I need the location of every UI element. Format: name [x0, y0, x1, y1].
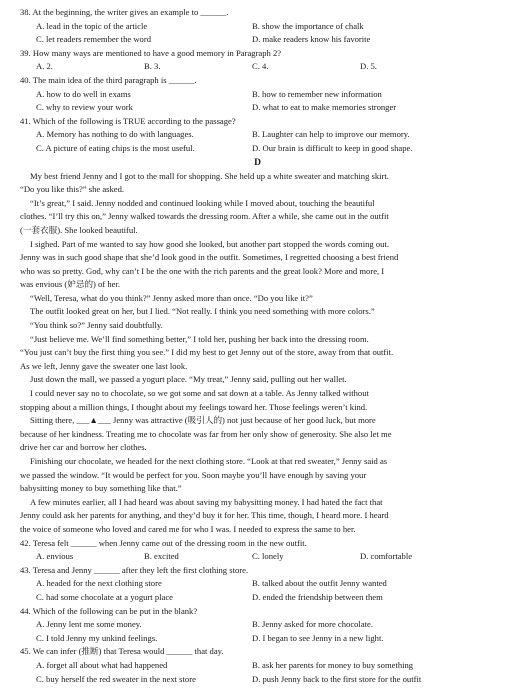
passage-paragraph [20, 373, 495, 387]
passage-line: A few minutes earlier, all I had heard was about saving my babysitting money. I had hated the fact that [30, 496, 383, 507]
answer-option: D. I began to see Jenny in a new light. [252, 632, 384, 643]
question-stem: 45. We can infer (推断) that Teresa would ______ that day. [20, 646, 224, 657]
passage-paragraph [20, 333, 495, 374]
passage-paragraph [20, 238, 495, 292]
option-row [20, 591, 495, 605]
passage-line: Just down the mall, we passed a yogurt place. “My treat,” Jenny said, pulling out her wallet. [30, 374, 347, 385]
answer-option: B. excited [144, 551, 179, 562]
option-row [20, 142, 495, 156]
passage-line: Jenny was in such good shape that she’d look good in the outfit. Sometimes, I regretted choosing a best friend [20, 252, 399, 263]
passage-line: As we left, Jenny gave the sweater one last look. [20, 360, 188, 371]
answer-option: A. lead in the topic of the article [36, 20, 148, 31]
answer-option: A. 2. [36, 61, 53, 72]
passage-line: (一套衣服). She looked beautiful. [20, 224, 138, 235]
answer-option: A. Jenny lent me some money. [36, 619, 142, 630]
answer-option: C. buy herself the red sweater in the next store [36, 673, 196, 684]
option-row [20, 632, 495, 646]
passage-paragraph [20, 292, 495, 306]
passage-paragraph [20, 387, 495, 414]
passage-paragraph [20, 170, 495, 197]
passage-line: The outfit looked great on her, but I lied. “Not really. I think you need something with more colors.” [30, 306, 375, 317]
question-block-bottom [20, 537, 495, 687]
answer-option: D. push Jenny back to the first store for the outfit [252, 673, 422, 684]
option-row [20, 20, 495, 34]
passage-line: was envious (妒忌的) of her. [20, 279, 121, 290]
answer-option: D. comfortable [360, 551, 413, 562]
answer-option: A. Memory has nothing to do with languages. [36, 129, 194, 140]
passage-line: “You think so?” Jenny said doubtfully. [30, 320, 163, 331]
answer-option: C. lonely [252, 551, 284, 562]
passage-line: “You just can’t buy the first thing you see.” I did my best to get Jenny out of the store, away from that outfit. [20, 347, 394, 358]
question-stem: 41. Which of the following is TRUE according to the passage? [20, 115, 236, 126]
question-stem: 40. The main idea of the third paragraph is ______. [20, 74, 197, 85]
answer-option: C. A picture of eating chips is the most useful. [36, 142, 195, 153]
option-row [20, 101, 495, 115]
passage-paragraph [20, 496, 495, 537]
question-stem: 38. At the beginning, the writer gives an example to ______. [20, 7, 229, 17]
answer-option: C. let readers remember the word [36, 34, 152, 45]
passage-line: babysitting money to buy something like that.” [20, 483, 182, 494]
passage-line: Jenny could ask her parents for anything, and they’d buy it for her. This time, though, I heard more. I heard [20, 510, 389, 521]
passage-line: “Just believe me. We’ll find something better,” I told her, pushing her back into the dressing room. [30, 333, 369, 344]
answer-option: D. Our brain is difficult to keep in good shape. [252, 142, 413, 153]
option-row [20, 550, 495, 564]
passage-line: “Do you like this?” she asked. [20, 184, 125, 195]
option-row [20, 88, 495, 102]
answer-option: A. forget all about what had happened [36, 659, 168, 670]
answer-option: A. headed for the next clothing store [36, 578, 162, 589]
answer-option: C. 4. [252, 61, 269, 72]
answer-option: B. show the importance of chalk [252, 20, 364, 31]
answer-option: C. I told Jenny my unkind feelings. [36, 632, 158, 643]
passage-paragraph [20, 414, 495, 455]
passage-line: Sitting there, ___▲___ Jenny was attractive (吸引人的) not just because of her good luck, but more [30, 415, 376, 426]
passage-paragraph [20, 319, 495, 333]
passage-line: I could never say no to chocolate, so we got some and sat down at a table. As Jenny talked without [30, 388, 369, 399]
answer-option: D. ended the friendship between them [252, 591, 383, 602]
passage-line: clothes. “I’ll try this on,” Jenny walked towards the dressing room. After a while, she came out in the outfit [20, 211, 389, 222]
option-row [20, 128, 495, 142]
option-row [20, 60, 495, 74]
question-block-top [20, 6, 495, 156]
passage-line: we passed the window. “It would be perfect for you. Soon maybe you’ll have enough by saving your [20, 469, 367, 480]
answer-option: B. how to remember new information [252, 88, 382, 99]
passage-line: “It’s great,” I said. Jenny nodded and continued looking while I moved about, touching the beautiful [30, 197, 375, 208]
answer-option: D. make readers know his favorite [252, 34, 371, 45]
answer-option: B. Laughter can help to improve our memory. [252, 129, 410, 140]
passage-paragraph [20, 305, 495, 319]
option-row [20, 673, 495, 687]
passage-line: I sighed. Part of me wanted to say how good she looked, but another part stopped the words coming out. [30, 238, 389, 249]
question-stem: 44. Which of the following can be put in the blank? [20, 605, 198, 616]
option-row [20, 618, 495, 632]
option-row [20, 577, 495, 591]
section-heading: D [254, 157, 261, 168]
passage-line: the voice of someone who loved and cared me for who I was. I needed to express the same to her. [20, 523, 356, 534]
passage-line: because of her kindness. Treating me to chocolate was far from her only show of generosity. She also let me [20, 428, 392, 439]
answer-option: A. how to do well in exams [36, 88, 131, 99]
passage-line: My best friend Jenny and I got to the mall for shopping. She held up a white sweater and matching skirt. [30, 170, 389, 181]
answer-option: B. 3. [144, 61, 161, 72]
question-stem: 43. Teresa and Jenny ______ after they left the first clothing store. [20, 564, 249, 575]
answer-option: A. envious [36, 551, 74, 562]
passage-paragraph [20, 455, 495, 496]
passage-line: who was so pretty. God, why can’t I be the one with the rich parents and the great look? More and more, I [20, 265, 385, 276]
answer-option: C. why to review your work [36, 102, 133, 113]
question-stem: 42. Teresa felt ______ when Jenny came out of the dressing room in the new outfit. [20, 537, 307, 548]
answer-option: B. Jenny asked for more chocolate. [252, 619, 373, 630]
question-stem: 39. How many ways are mentioned to have a good memory in Paragraph 2? [20, 47, 282, 58]
answer-option: D. what to eat to make memories stronger [252, 102, 397, 113]
answer-option: D. 5. [360, 61, 377, 72]
passage-line: Finishing our chocolate, we headed for the next clothing store. “Look at that red sweater,” Jenny said as [30, 456, 388, 466]
option-row [20, 33, 495, 47]
passage-line: stopping about a million things, I thought about my feelings toward her. Those feelings weren’t kind. [20, 401, 368, 412]
answer-option: B. talked about the outfit Jenny wanted [252, 578, 387, 589]
passage-line: drive her car and borrow her clothes. [20, 442, 147, 453]
answer-option: C. had some chocolate at a yogurt place [36, 591, 173, 602]
passage-paragraph [20, 197, 495, 238]
reading-passage [20, 170, 495, 537]
passage-line: “Well, Teresa, what do you think?” Jenny asked more than once. “Do you like it?” [30, 292, 313, 303]
answer-option: B. ask her parents for money to buy something [252, 659, 414, 670]
option-row [20, 659, 495, 673]
